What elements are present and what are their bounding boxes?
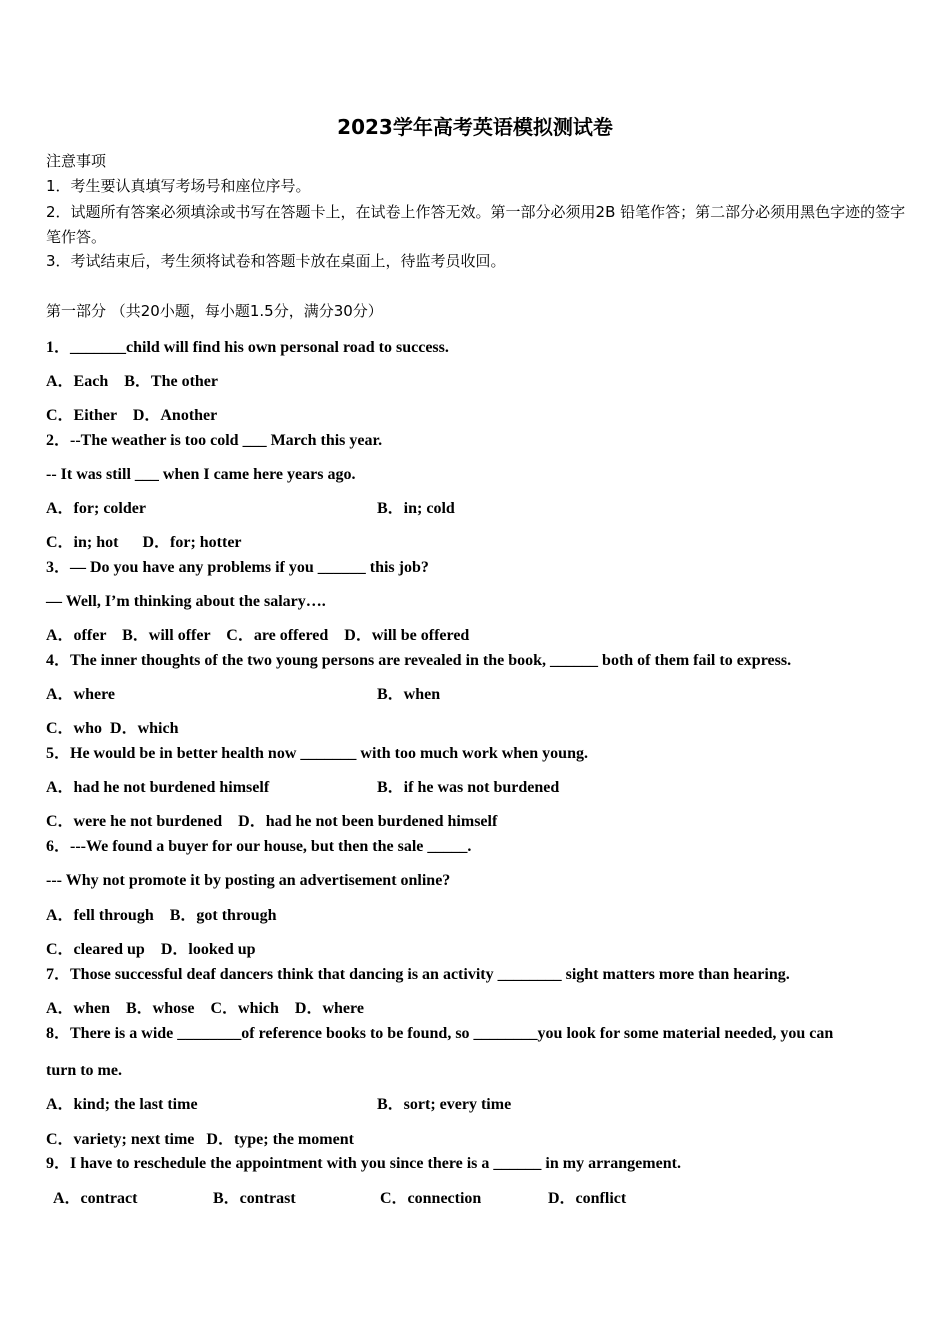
question-3-dialog: — Well, I’m thinking about the salary…. bbox=[46, 593, 326, 610]
question-2-option-a: A．for; colder bbox=[46, 500, 146, 517]
question-9-option-d: D．conflict bbox=[548, 1190, 627, 1207]
question-2-stem: 2．--The weather is too cold ___ March this year. bbox=[46, 432, 383, 449]
question-6-stem: 6．---We found a buyer for our house, but then the sale _____. bbox=[46, 838, 472, 855]
notice-heading: 注意事项 bbox=[46, 152, 107, 170]
question-8-options-cd: C．variety; next time D．type; the moment bbox=[46, 1131, 354, 1148]
question-6-options-cd: C．cleared up D．looked up bbox=[46, 941, 256, 958]
question-2-dialog: -- It was still ___ when I came here years ago. bbox=[46, 466, 356, 483]
question-8-stem-cont: turn to me. bbox=[46, 1062, 122, 1079]
question-5-option-b: B．if he was not burdened bbox=[377, 779, 560, 796]
question-3-stem: 3．— Do you have any problems if you ______ this job? bbox=[46, 559, 429, 576]
question-9-stem: 9．I have to reschedule the appointment with you since there is a ______ in my arrangement. bbox=[46, 1155, 681, 1172]
question-8-option-a: A．kind; the last time bbox=[46, 1096, 198, 1113]
question-9-option-a: A．contract bbox=[53, 1190, 138, 1207]
section-heading: 第一部分 （共20小题，每小题1.5分，满分30分） bbox=[46, 302, 383, 320]
question-6-options-ab: A．fell through B．got through bbox=[46, 907, 277, 924]
question-2-option-b: B．in; cold bbox=[377, 500, 455, 517]
notice-item-1: 1．考生要认真填写考场号和座位序号。 bbox=[46, 177, 311, 195]
question-4-stem: 4．The inner thoughts of the two young persons are revealed in the book, ______ both of them fail to express. bbox=[46, 652, 792, 669]
question-4-option-a: A．where bbox=[46, 686, 116, 703]
question-7-stem: 7．Those successful deaf dancers think that dancing is an activity ________ sight matters more than hearing. bbox=[46, 966, 790, 983]
notice-item-3: 3．考试结束后，考生须将试卷和答题卡放在桌面上，待监考员收回。 bbox=[46, 252, 506, 270]
page-title: 2023学年高考英语模拟测试卷 bbox=[337, 115, 613, 139]
question-9-option-b: B．contrast bbox=[213, 1190, 296, 1207]
question-4-options-cd: C．who D．which bbox=[46, 720, 179, 737]
question-1-options-ab: A．Each B．The other bbox=[46, 373, 219, 390]
question-5-option-a: A．had he not burdened himself bbox=[46, 779, 270, 796]
question-5-options-cd: C．were he not burdened D．had he not been burdened himself bbox=[46, 813, 498, 830]
question-4-option-b: B．when bbox=[377, 686, 441, 703]
question-6-dialog: --- Why not promote it by posting an advertisement online? bbox=[46, 872, 451, 889]
question-7-options: A．when B．whose C．which D．where bbox=[46, 1000, 364, 1017]
question-8-option-b: B．sort; every time bbox=[377, 1096, 512, 1113]
question-2-options-cd: C．in; hot D．for; hotter bbox=[46, 534, 242, 551]
question-1-options-cd: C．Either D．Another bbox=[46, 407, 218, 424]
question-3-options: A．offer B．will offer C．are offered D．will be offered bbox=[46, 627, 470, 644]
notice-item-2: 2．试题所有答案必须填涂或书写在答题卡上，在试卷上作答无效。第一部分必须用2B 铅笔作答；第二部分必须用黑色字迹的签字笔作答。 bbox=[46, 203, 906, 246]
question-9-option-c: C．connection bbox=[380, 1190, 482, 1207]
question-5-stem: 5．He would be in better health now _______ with too much work when young. bbox=[46, 745, 588, 762]
question-8-stem: 8．There is a wide ________of reference books to be found, so ________you look for some material needed, you can bbox=[46, 1025, 834, 1042]
question-1-stem: 1．_______child will find his own personal road to success. bbox=[46, 339, 449, 356]
